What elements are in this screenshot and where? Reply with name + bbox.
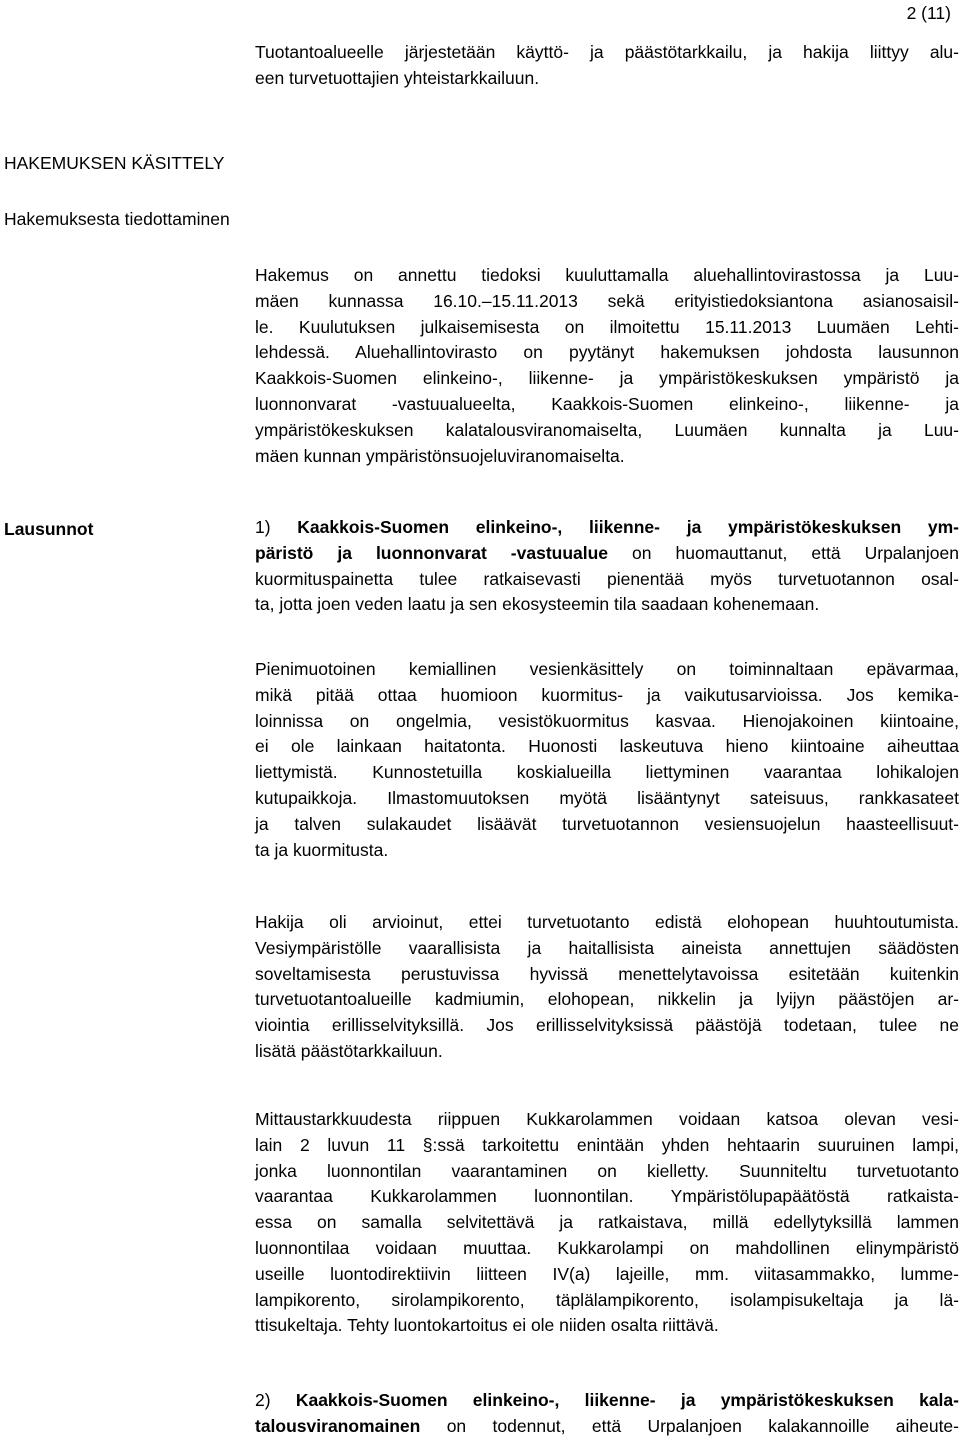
text-line: Pienimuotoinen kemiallinen vesienkäsittely on toiminnaltaan epävarmaa, [255, 659, 959, 679]
lausunnot-label: Lausunnot [4, 519, 94, 539]
statement-text: on huomauttanut, että Urpalanjoen [608, 542, 959, 563]
text-line: ta, jotta joen veden laatu ja sen ekosysteemin tila saadaan kohenemaan. [255, 594, 820, 615]
text-line: ei ole lainkaan haitatonta. Huonosti laskeutuva hieno kiintoaine aiheuttaa [255, 736, 959, 757]
statement-line [255, 1388, 959, 1414]
text-line: liettymistä. Kunnostetuilla koskialueilla liettyminen vaarantaa lohikalojen [255, 762, 959, 783]
text-line: kutupaikkoja. Ilmastomuutoksen myötä lisääntynyt sateisuus, rankkasateet [255, 787, 959, 808]
text-line: soveltamisesta perustuvissa hyvissä menettelytavoissa esitetään kuitenkin [255, 963, 959, 984]
statement-line [255, 1414, 959, 1440]
text-line: Vesiympäristölle vaarallisista ja haitallisista aineista annettujen säädösten [255, 937, 959, 958]
statement-line [255, 541, 959, 567]
text-line: ta ja kuormitusta. [255, 839, 389, 860]
text-line: mäen kunnassa 16.10.–15.11.2013 sekä erityistiedoksiantona asianosaisil- [255, 290, 959, 311]
text-line: le. Kuulutuksen julkaisemisesta on ilmoitettu 15.11.2013 Luumäen Lehti- [255, 316, 959, 337]
text-line: luonnontilaa voidaan muuttaa. Kukkarolampi on mahdollinen elinympäristö [255, 1237, 959, 1258]
text-line: mäen kunnan ympäristönsuojeluviranomaiselta. [255, 445, 625, 466]
text-line: Hakija oli arvioinut, ettei turvetuotanto edistä elohopean huuhtoutumista. [255, 912, 959, 932]
authority-name: talousviranomainen [255, 1415, 421, 1436]
text-line: ympäristökeskuksen kalatalousviranomaiselta, Luumäen kunnalta ja Luu- [255, 419, 959, 440]
section-heading: HAKEMUKSEN KÄSITTELY [4, 153, 225, 173]
text-line: jonka luonnontilan vaarantaminen on kielletty. Suunniteltu turvetuotanto [255, 1160, 959, 1181]
intro-paragraph [255, 40, 959, 92]
text-line: essa on samalla selvitettävä ja ratkaistava, millä edellytyksillä lammen [255, 1212, 959, 1233]
text-line: lehdessä. Aluehallintovirasto on pyytänyt hakemuksen johdosta lausunnon [255, 342, 959, 363]
text-line: Hakemus on annettu tiedoksi kuuluttamalla aluehallintovirastossa ja Luu- [255, 265, 959, 285]
statement-line [255, 515, 959, 541]
page-number: 2 (11) [906, 3, 951, 23]
text-line: lisätä päästötarkkailuun. [255, 1040, 443, 1061]
text-line: lampikorento, sirolampikorento, täplälampikorento, isolampisukeltaja ja lä- [255, 1289, 959, 1310]
statement-2 [255, 1388, 959, 1440]
mittaus-paragraph [255, 1107, 959, 1339]
text-line: Tuotantoalueelle järjestetään käyttö- ja päästötarkkailu, ja hakija liittyy alu- [255, 42, 959, 62]
text-line: lain 2 luvun 11 §:ssä tarkoitettu enintään yhden hehtaarin suuruinen lampi, [255, 1134, 959, 1155]
statement-number: 1) [255, 517, 271, 537]
text-line: loinnissa on ongelmia, vesistökuormitus kasvaa. Hienojakoinen kiintoaine, [255, 710, 959, 731]
statement-1 [255, 515, 959, 618]
text-line: ttisukeltaja. Tehty luontokartoitus ei ole niiden osalta riittävä. [255, 1315, 719, 1336]
text-line: ja talven sulakaudet lisäävät turvetuotannon vesiensuojelun haasteellisuut- [255, 813, 959, 834]
text-line: useille luontodirektiivin liitteen IV(a) lajeille, mm. viitasammakko, lumme- [255, 1263, 959, 1284]
authority-name: Kaakkois-Suomen elinkeino-, liikenne- ja ympäristökeskuksen ym- [297, 517, 960, 537]
text-line: mikä pitää ottaa huomioon kuormitus- ja vaikutusarvioissa. Jos kemika- [255, 684, 959, 705]
text-line: Mittaustarkkuudesta riippuen Kukkarolammen voidaan katsoa olevan vesi- [255, 1109, 959, 1129]
statement-number: 2) [255, 1390, 271, 1410]
text-line: Kaakkois-Suomen elinkeino-, liikenne- ja ympäristökeskuksen ympäristö ja [255, 368, 959, 389]
text-line: een turvetuottajien yhteistarkkailuun. [255, 67, 540, 88]
hakija-paragraph [255, 910, 959, 1065]
tiedottaminen-paragraph [255, 263, 959, 469]
subheading: Hakemuksesta tiedottaminen [4, 209, 230, 229]
authority-name: Kaakkois-Suomen elinkeino-, liikenne- ja ympäristökeskuksen kala- [295, 1390, 959, 1410]
text-line: luonnonvarat -vastuualueelta, Kaakkois-Suomen elinkeino-, liikenne- ja [255, 393, 959, 414]
statement-text: on todennut, että Urpalanjoen kalakannoille aiheute- [420, 1415, 959, 1436]
text-line: viointia erillisselvityksillä. Jos erillisselvityksissä päästöjä todetaan, tulee ne [255, 1015, 959, 1036]
text-line: kuormituspainetta tulee ratkaisevasti pienentää myös turvetuotannon osal- [255, 568, 959, 589]
pienimuotoinen-paragraph [255, 657, 959, 863]
text-line: vaarantaa Kukkarolammen luonnontilan. Ympäristölupapäätöstä ratkaista- [255, 1186, 959, 1207]
authority-name: päristö ja luonnonvarat -vastuualue [255, 542, 609, 563]
text-line: turvetuotantoalueille kadmiumin, elohopean, nikkelin ja lyijyn päästöjen ar- [255, 989, 959, 1010]
